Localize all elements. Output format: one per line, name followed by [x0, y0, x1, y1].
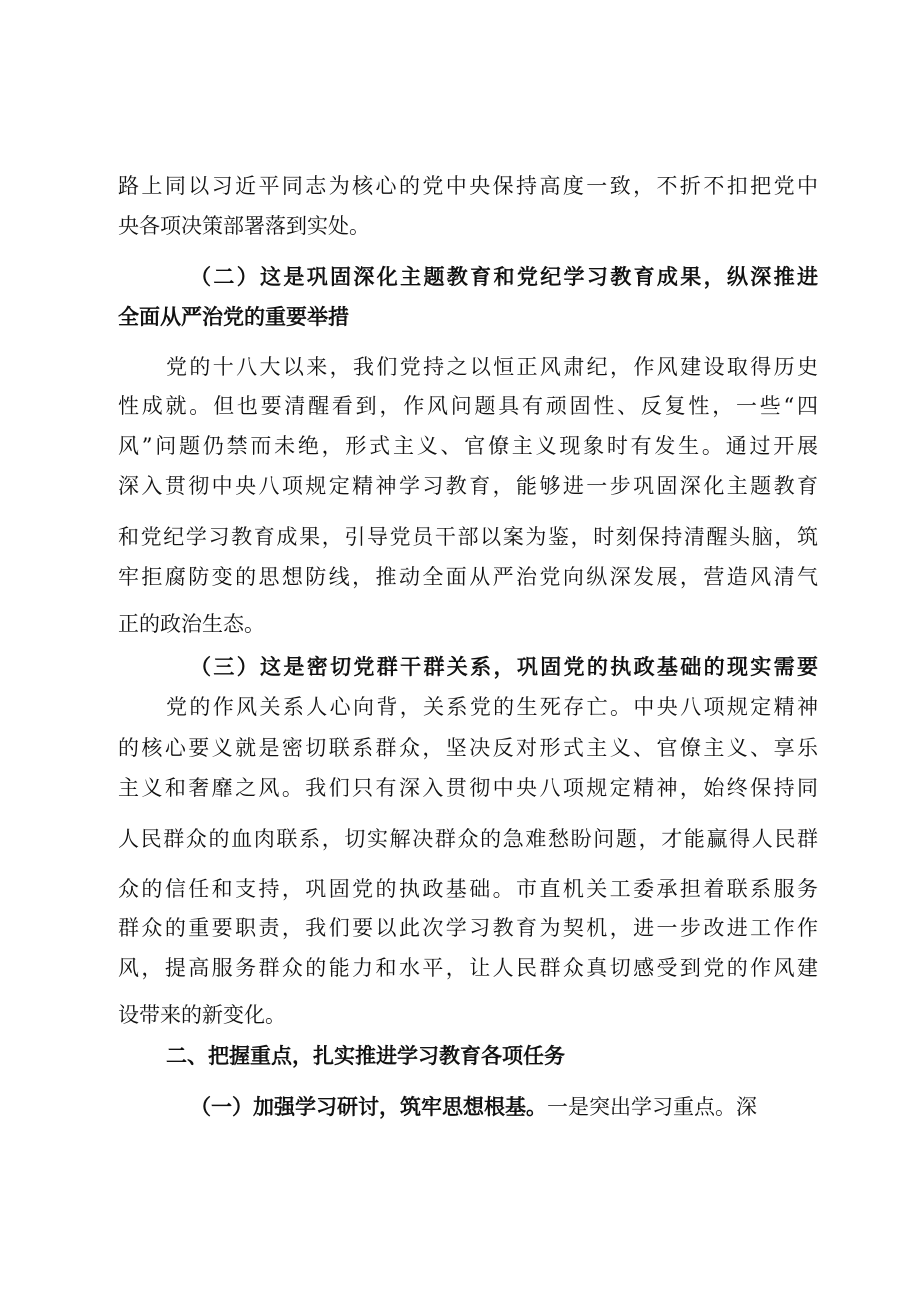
- body-text-line: 央各项决策部署落到实处。: [118, 214, 370, 238]
- section-heading: （三）这是密切党群干群关系，巩固党的执政基础的现实需要: [190, 654, 818, 679]
- body-text-line: 牢拒腐防变的思想防线，推动全面从严治党向纵深发展，营造风清气: [118, 565, 818, 589]
- body-text-line: 性成就。但也要清醒看到，作风问题具有顽固性、反复性，一些“四: [118, 394, 818, 418]
- body-text-line: 深入贯彻中央八项规定精神学习教育，能够进一步巩固深化主题教育: [118, 474, 818, 498]
- body-text-line: 设带来的新变化。: [118, 1003, 286, 1027]
- body-text-line: 人民群众的血肉联系，切实解决群众的急难愁盼问题，才能赢得人民群: [118, 827, 818, 851]
- body-text-line: 和党纪学习教育成果，引导党员干部以案为鉴，时刻保持清醒头脑，筑: [118, 525, 818, 549]
- body-text-line: 风，提高服务群众的能力和水平，让人民群众真切感受到党的作风建: [118, 956, 818, 980]
- body-text-line: 风”问题仍禁而未绝，形式主义、官僚主义现象时有发生。通过开展: [118, 434, 818, 458]
- section-heading: 全面从严治党的重要举措: [118, 304, 349, 329]
- body-text-line: 路上同以习近平同志为核心的党中央保持高度一致，不折不扣把党中: [118, 174, 818, 198]
- body-text-run: 一是突出学习重点。深: [547, 1095, 757, 1119]
- chapter-heading: 二、把握重点，扎实推进学习教育各项任务: [166, 1043, 565, 1068]
- body-text-line: 正的政治生态。: [118, 612, 265, 636]
- body-text-line: 党的作风关系人心向背，关系党的生死存亡。中央八项规定精神: [166, 695, 818, 719]
- lead-in-heading: （一）加强学习研讨，筑牢思想根基。: [190, 1094, 547, 1119]
- body-text-line: 众的信任和支持，巩固党的执政基础。市直机关工委承担着联系服务: [118, 877, 818, 901]
- body-text-line: 党的十八大以来，我们党持之以恒正风肃纪，作风建设取得历史: [166, 355, 818, 379]
- body-text-line: 群众的重要职责，我们要以此次学习教育为契机，进一步改进工作作: [118, 916, 818, 940]
- body-text-line: 的核心要义就是密切联系群众，坚决反对形式主义、官僚主义、享乐: [118, 736, 818, 760]
- body-text-line: 主义和奢靡之风。我们只有深入贯彻中央八项规定精神，始终保持同: [118, 776, 818, 800]
- body-text-line: [190, 1094, 818, 1120]
- section-heading: （二）这是巩固深化主题教育和党纪学习教育成果，纵深推进: [190, 264, 818, 289]
